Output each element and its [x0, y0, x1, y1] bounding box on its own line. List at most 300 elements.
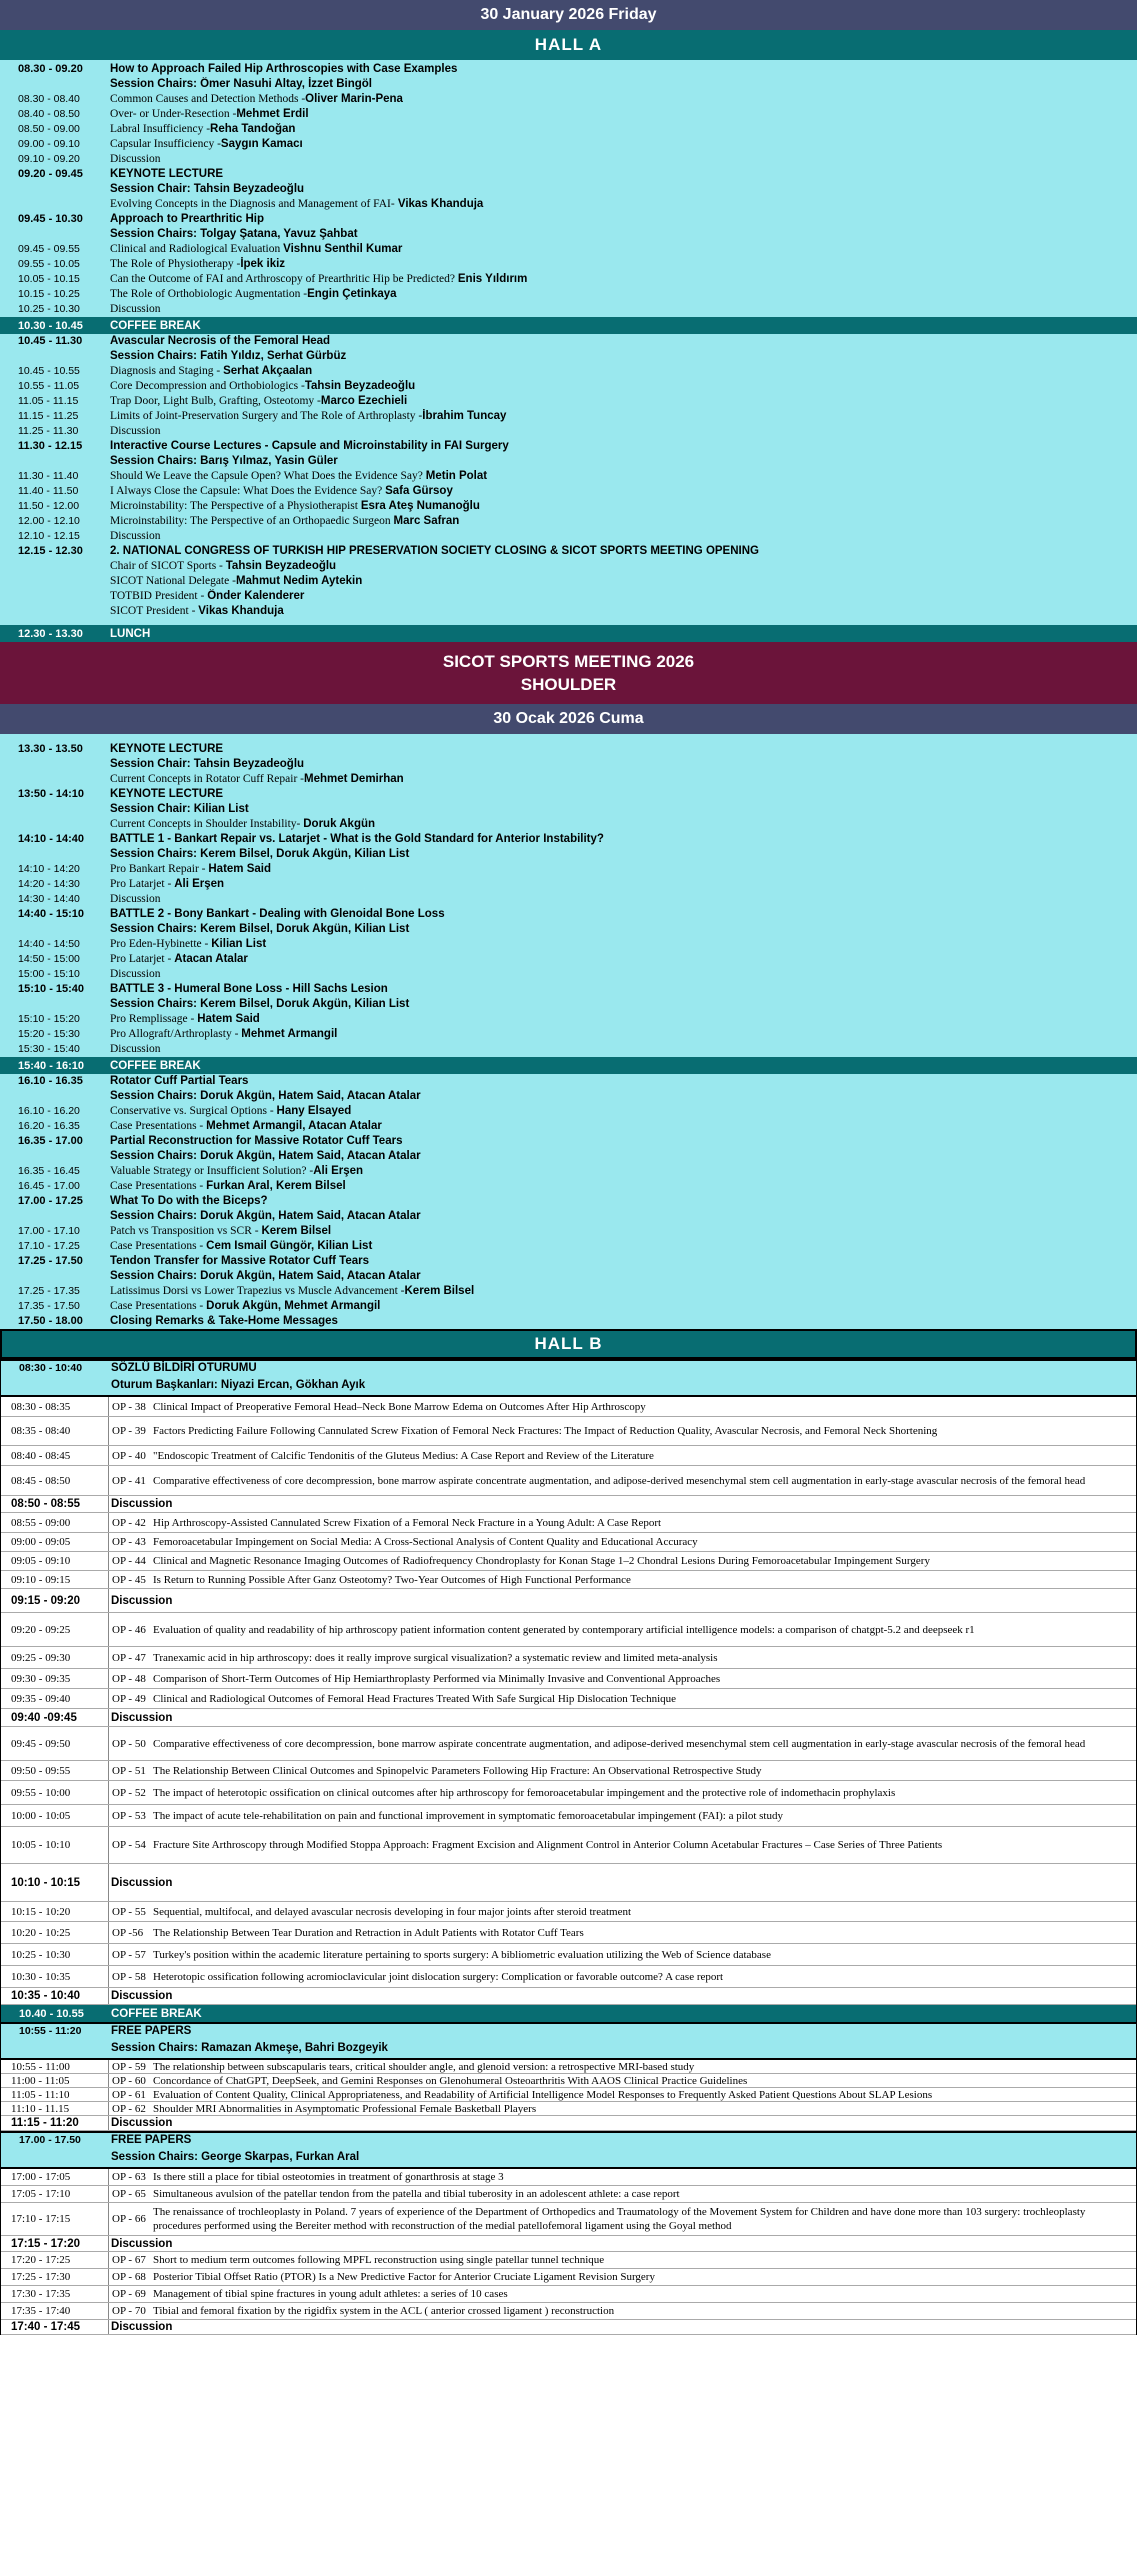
- title-cell: Pro Eden-Hybinette - Kilian List: [110, 938, 267, 950]
- break-label: COFFEE BREAK: [111, 2007, 202, 2020]
- time-cell: 16.10 - 16.20: [18, 1105, 80, 1117]
- title-cell: Pro Latarjet - Atacan Atalar: [110, 953, 248, 965]
- title-cell: Latissimus Dorsi vs Lower Trapezius vs Muscle Advancement -Kerem Bilsel: [110, 1285, 475, 1297]
- talk-row: [0, 272, 1137, 287]
- speaker-name: Marc Safran: [393, 515, 460, 527]
- time-cell: 16.20 - 16.35: [18, 1120, 80, 1132]
- break-time: 10.30 - 10.45: [18, 319, 83, 332]
- time-cell: 15:30 - 15:40: [18, 1043, 80, 1055]
- title-cell: KEYNOTE LECTURE: [110, 788, 224, 800]
- title-cell: Diagnosis and Staging - Serhat Akçaalan: [110, 365, 313, 377]
- time-cell: 08.40 - 08.50: [18, 108, 80, 120]
- talk-row: [0, 1179, 1137, 1194]
- paper-code: OP - 63: [112, 2171, 146, 2183]
- speaker-name: Kilian List: [211, 938, 267, 950]
- time-cell: 17.35 - 17.50: [18, 1300, 80, 1312]
- paper-title: The impact of heterotopic ossification on clinical outcomes after hip arthroscopy for femoroacetabular impingement and the protective role of indomethacin prophylaxis: [153, 1786, 896, 1799]
- discussion-row: [1, 1864, 1136, 1902]
- speaker-name: Engin Çetinkaya: [307, 288, 397, 300]
- title-cell: Labral Insufficiency -Reha Tandoğan: [110, 123, 296, 135]
- time-cell: 17.00 - 17.25: [18, 1195, 83, 1207]
- paper-time: 09:15 - 09:20: [1, 1589, 109, 1612]
- talk-row: [0, 967, 1137, 982]
- speaker-name: İbrahim Tuncay: [422, 410, 507, 422]
- session-title-row: [1, 1361, 1136, 1378]
- title-cell: Pro Bankart Repair - Hatem Said: [110, 863, 272, 875]
- title-cell: Session Chairs: Doruk Akgün, Hatem Said, Atacan Atalar: [110, 1270, 421, 1282]
- paper-code: OP - 40: [112, 1449, 146, 1462]
- chair-row: [0, 1269, 1137, 1284]
- paper-time: 09:35 - 09:40: [1, 1689, 109, 1708]
- speaker-name: Doruk Akgün, Mehmet Armangil: [206, 1300, 381, 1312]
- speaker-name: Serhat Akçaalan: [223, 365, 313, 377]
- paper-code: OP - 61: [112, 2088, 146, 2101]
- paper-time: 10:25 - 10:30: [1, 1944, 109, 1965]
- paper-title: Comparative effectiveness of core decompression, bone marrow aspirate concentrate augmentation, and adipose-derived mesenchymal stem cell augmentation in early-stage avascular necrosis of the femoral head: [153, 1737, 1086, 1750]
- time-cell: [0, 757, 110, 772]
- time-cell: 10.45 - 10.55: [18, 365, 80, 377]
- paper-title: Shoulder MRI Abnormalities in Asymptomatic Professional Female Basketball Players: [153, 2102, 537, 2115]
- title-cell: Tendon Transfer for Massive Rotator Cuff Tears: [110, 1255, 370, 1267]
- session-row: [0, 334, 1137, 349]
- talk-row: [0, 499, 1137, 514]
- title-cell: Session Chairs: Kerem Bilsel, Doruk Akgün, Kilian List: [110, 923, 410, 935]
- chair-row: [0, 349, 1137, 364]
- paper-title: Comparison of Short-Term Outcomes of Hip Hemiarthroplasty Performed via Minimally Invasive and Conventional Approaches: [153, 1672, 721, 1685]
- talk-row: [0, 242, 1137, 257]
- talk-row: [0, 1027, 1137, 1042]
- title-cell: SICOT National Delegate -Mahmut Nedim Aytekin: [110, 575, 363, 587]
- talk-row: [0, 1224, 1137, 1239]
- paper-title: Evaluation of Content Quality, Clinical Appropriateness, and Readability of Artificial Intelligence Model Responses to Frequently Asked Patient Questions About SLAP Lesions: [153, 2088, 933, 2101]
- discussion-row: [1, 1496, 1136, 1513]
- paper-title: Management of tibial spine fractures in young adult athletes: a series of 10 cases: [153, 2288, 508, 2300]
- time-cell: 12.15 - 12.30: [18, 545, 83, 557]
- paper-row: [1, 1647, 1136, 1669]
- time-cell: [0, 1149, 110, 1164]
- talk-row: [0, 424, 1137, 439]
- speaker-name: Oliver Marin-Pena: [305, 93, 403, 105]
- title-cell: Microinstability: The Perspective of an Orthopaedic Surgeon Marc Safran: [110, 515, 460, 527]
- time-cell: [0, 349, 110, 364]
- speaker-name: Safa Gürsoy: [385, 485, 453, 497]
- time-cell: [0, 197, 110, 212]
- session-row: [0, 212, 1137, 227]
- session-row: [0, 982, 1137, 997]
- speaker-name: Marco Ezechieli: [320, 395, 408, 407]
- title-cell: Common Causes and Detection Methods -Oliver Marin-Pena: [110, 93, 403, 105]
- time-cell: 12.00 - 12.10: [18, 515, 80, 527]
- paper-title: "Endoscopic Treatment of Calcific Tendonitis of the Gluteus Medius: A Case Report and Review of the Literature: [153, 1449, 654, 1462]
- paper-time: 10:35 - 10:40: [1, 1988, 109, 2004]
- talk-row: [0, 107, 1137, 122]
- time-cell: 10.55 - 11.05: [18, 380, 80, 392]
- paper-time: 09:50 - 09:55: [1, 1761, 109, 1780]
- time-cell: [0, 77, 110, 92]
- time-cell: 10.15 - 10.25: [18, 288, 80, 300]
- break-time: 10.40 - 10.55: [19, 2007, 84, 2020]
- talk-row: [0, 137, 1137, 152]
- paper-time: 10:55 - 11:00: [1, 2060, 109, 2073]
- paper-code: OP - 48: [112, 1672, 146, 1685]
- time-cell: 11.25 - 11.30: [18, 425, 79, 437]
- speaker-name: Doruk Akgün: [303, 818, 376, 830]
- paper-row: [1, 1944, 1136, 1966]
- title-cell: Session Chairs: Kerem Bilsel, Doruk Akgün, Kilian List: [110, 998, 410, 1010]
- paper-title: Posterior Tibial Offset Ratio (PTOR) Is a New Predictive Factor for Anterior Cruciate Ligament Revision Surgery: [153, 2271, 655, 2283]
- time-cell: 14:50 - 15:00: [18, 953, 80, 965]
- paper-title: Tranexamic acid in hip arthroscopy: does it really improve surgical visualization? a systematic review and limited meta-analysis: [153, 1651, 718, 1664]
- talk-row: [0, 1299, 1137, 1314]
- paper-code: OP - 42: [112, 1516, 146, 1529]
- time-cell: 14:10 - 14:40: [18, 833, 85, 845]
- title-cell: Session Chairs: Doruk Akgün, Hatem Said, Atacan Atalar: [110, 1210, 421, 1222]
- time-cell: [0, 997, 110, 1012]
- title-cell: Capsular Insufficiency -Saygın Kamacı: [110, 138, 303, 150]
- speaker-name: Reha Tandoğan: [210, 123, 296, 135]
- discussion-row: [1, 2320, 1136, 2335]
- title-cell: BATTLE 3 - Humeral Bone Loss - Hill Sachs Lesion: [110, 983, 388, 995]
- talk-row: [0, 862, 1137, 877]
- speaker-name: Kerem Bilsel: [261, 1225, 332, 1237]
- time-cell: 13.30 - 13.50: [18, 743, 83, 755]
- paper-row: [1, 2060, 1136, 2074]
- time-cell: [0, 817, 110, 832]
- time-cell: 16.35 - 16.45: [18, 1165, 80, 1177]
- paper-code: OP - 59: [112, 2060, 146, 2073]
- paper-title: Hip Arthroscopy-Assisted Cannulated Screw Fixation of a Femoral Neck Fracture in a Young Adult: A Case Report: [153, 1516, 662, 1529]
- paper-time: 17:00 - 17:05: [1, 2169, 109, 2185]
- speaker-name: Cem Ismail Güngör, Kilian List: [206, 1240, 373, 1252]
- paper-title: Heterotopic ossification following acromioclavicular joint dislocation surgery: Complication or favorable outcome? A case report: [153, 1970, 724, 1983]
- paper-code: OP - 50: [112, 1737, 146, 1750]
- paper-row: [1, 1397, 1136, 1417]
- session-title: FREE PAPERS: [111, 2134, 192, 2146]
- time-cell: 08.50 - 09.00: [18, 123, 80, 135]
- paper-code: OP -56: [112, 1926, 144, 1939]
- paper-code: OP - 47: [112, 1651, 146, 1664]
- session-row: [0, 832, 1137, 847]
- session-row: [0, 907, 1137, 922]
- time-cell: 15:10 - 15:20: [18, 1013, 80, 1025]
- paper-row: [1, 1533, 1136, 1552]
- title-cell: Core Decompression and Orthobiologics -Tahsin Beyzadeoğlu: [110, 380, 416, 392]
- paper-title: The relationship between subscapularis tears, critical shoulder angle, and glenoid version: a retrospective MRI-based study: [153, 2060, 695, 2073]
- paper-code: OP - 66: [112, 2213, 146, 2225]
- speaker-name: Metin Polat: [425, 470, 488, 482]
- paper-title: Tibial and femoral fixation by the rigidfix system in the ACL ( anterior crossed ligament ) reconstruction: [153, 2305, 615, 2317]
- talk-row: [0, 257, 1137, 272]
- title-cell: Discussion: [110, 893, 161, 905]
- paper-time: 17:25 - 17:30: [1, 2269, 109, 2285]
- speaker-name: Tahsin Beyzadeoğlu: [304, 380, 416, 392]
- paper-time: 11:15 - 11:20: [1, 2116, 109, 2130]
- talk-row: [0, 1104, 1137, 1119]
- talk-row: [0, 364, 1137, 379]
- break-time: 15:40 - 16:10: [18, 1059, 85, 1072]
- time-cell: 11.40 - 11.50: [18, 485, 79, 497]
- paper-row: [1, 2169, 1136, 2186]
- paper-time: 17:30 - 17:35: [1, 2286, 109, 2302]
- time-cell: 14:10 - 14:20: [18, 863, 80, 875]
- paper-row: [1, 2186, 1136, 2203]
- title-cell: SICOT President - Vikas Khanduja: [110, 605, 284, 617]
- time-cell: [0, 922, 110, 937]
- title-cell: The Role of Physiotherapy -İpek ikiz: [110, 258, 286, 270]
- talk-row: [0, 604, 1137, 619]
- break-label: COFFEE BREAK: [110, 1059, 201, 1072]
- paper-time: 10:20 - 10:25: [1, 1922, 109, 1943]
- title-cell: Discussion: [110, 968, 161, 980]
- paper-code: OP - 44: [112, 1555, 146, 1567]
- title-cell: Case Presentations - Cem Ismail Güngör, Kilian List: [110, 1240, 373, 1252]
- time-cell: 17.50 - 18.00: [18, 1315, 83, 1327]
- paper-row: [1, 1727, 1136, 1761]
- discussion-label: Discussion: [111, 2117, 173, 2129]
- paper-time: 09:20 - 09:25: [1, 1613, 109, 1646]
- title-cell: Pro Remplissage - Hatem Said: [110, 1013, 260, 1025]
- time-cell: 08.30 - 08.40: [18, 93, 80, 105]
- discussion-label: Discussion: [111, 2237, 173, 2250]
- time-cell: [0, 574, 110, 589]
- speaker-name: Esra Ateş Numanoğlu: [360, 500, 480, 512]
- title-cell: Case Presentations - Mehmet Armangil, Atacan Atalar: [110, 1120, 382, 1132]
- speaker-name: Mehmet Armangil, Atacan Atalar: [206, 1120, 382, 1132]
- paper-row: [1, 1513, 1136, 1533]
- speaker-name: Mahmut Nedim Aytekin: [235, 575, 363, 587]
- chair-row: [0, 227, 1137, 242]
- sicot-title: SICOT SPORTS MEETING 2026: [442, 652, 695, 671]
- paper-code: OP - 52: [112, 1786, 146, 1799]
- chair-row: [0, 1089, 1137, 1104]
- session-title-row: [1, 2024, 1136, 2041]
- talk-row: [0, 394, 1137, 409]
- time-cell: 11.05 - 11.15: [18, 395, 79, 407]
- speaker-name: Mehmet Demirhan: [303, 773, 404, 785]
- time-cell: 12.10 - 12.15: [18, 530, 80, 542]
- time-cell: 10.25 - 10.30: [18, 303, 80, 315]
- time-cell: 11.30 - 12.15: [18, 440, 83, 452]
- speaker-name: Mehmet Armangil: [241, 1028, 338, 1040]
- time-cell: [0, 1209, 110, 1224]
- day1-header: 30 January 2026 Friday: [0, 0, 1137, 30]
- speaker-name: Kerem Bilsel: [404, 1285, 475, 1297]
- paper-time: 09:30 - 09:35: [1, 1669, 109, 1688]
- title-cell: Microinstability: The Perspective of a Physiotherapist Esra Ateş Numanoğlu: [110, 500, 480, 512]
- chair-row: [0, 757, 1137, 772]
- paper-time: 11:05 - 11:10: [1, 2088, 109, 2101]
- paper-code: OP - 53: [112, 1809, 146, 1822]
- hall-b-program: [0, 1359, 1137, 2335]
- title-cell: Session Chairs: Kerem Bilsel, Doruk Akgün, Kilian List: [110, 848, 410, 860]
- talk-row: [0, 379, 1137, 394]
- title-cell: Clinical and Radiological Evaluation Vishnu Senthil Kumar: [110, 243, 403, 255]
- paper-time: 08:30 - 08:35: [1, 1397, 109, 1416]
- chair-row: [0, 802, 1137, 817]
- discussion-row: [1, 2236, 1136, 2252]
- paper-row: [1, 2252, 1136, 2269]
- paper-time: 17:20 - 17:25: [1, 2252, 109, 2268]
- title-cell: Interactive Course Lectures - Capsule and Microinstability in FAI Surgery: [110, 440, 509, 452]
- session-time: 08:30 - 10:40: [19, 1362, 83, 1374]
- time-cell: 09.55 - 10.05: [18, 258, 80, 270]
- session-row: [0, 439, 1137, 454]
- session-time: 17.00 - 17.50: [19, 2134, 81, 2146]
- talk-row: [0, 514, 1137, 529]
- session-time-empty: [1, 2041, 111, 2058]
- title-cell: Case Presentations - Furkan Aral, Kerem Bilsel: [110, 1180, 346, 1192]
- paper-row: [1, 2286, 1136, 2303]
- paper-time: 11:00 - 11:05: [1, 2074, 109, 2087]
- time-cell: 14:30 - 14:40: [18, 893, 80, 905]
- paper-title: The impact of acute tele-rehabilitation on pain and functional improvement in symptomatic femoroacetabular impingement (FAI): a pilot study: [153, 1809, 783, 1822]
- title-cell: 2. NATIONAL CONGRESS OF TURKISH HIP PRESERVATION SOCIETY CLOSING & SICOT SPORTS MEETING OPENING: [110, 545, 759, 557]
- discussion-row: [1, 1988, 1136, 2005]
- paper-time: 17:35 - 17:40: [1, 2303, 109, 2319]
- chair-row: [0, 847, 1137, 862]
- paper-title: Is there still a place for tibial osteotomies in treatment of gonarthrosis at stage 3: [153, 2171, 504, 2183]
- talk-row: [0, 484, 1137, 499]
- session-time: 10:55 - 11:20: [19, 2025, 82, 2037]
- talk-row: [0, 197, 1137, 212]
- time-cell: 09.20 - 09.45: [18, 168, 83, 180]
- shoulder-program: [0, 734, 1137, 1329]
- paper-title: Clinical and Radiological Outcomes of Femoral Head Fractures Treated With Safe Surgical Hip Dislocation Technique: [153, 1692, 677, 1705]
- time-cell: [0, 454, 110, 469]
- session-chairs-row: [1, 2041, 1136, 2058]
- talk-row: [0, 559, 1137, 574]
- time-cell: 17.10 - 17.25: [18, 1240, 80, 1252]
- paper-title: Evaluation of quality and readability of hip arthroscopy patient information content generated by contemporary artificial intelligence models: a comparison of chatgpt-5.2 and deepseek r1: [153, 1623, 975, 1636]
- paper-time: 10:10 - 10:15: [1, 1864, 109, 1901]
- paper-time: 10:05 - 10:10: [1, 1827, 109, 1863]
- title-cell: Rotator Cuff Partial Tears: [110, 1075, 249, 1087]
- speaker-name: Önder Kalenderer: [207, 590, 305, 602]
- time-cell: [0, 772, 110, 787]
- chair-row: [0, 182, 1137, 197]
- chair-row: [0, 454, 1137, 469]
- speaker-name: Tahsin Beyzadeoğlu: [225, 560, 337, 572]
- speaker-name: Vikas Khanduja: [198, 605, 284, 617]
- time-cell: [0, 1089, 110, 1104]
- time-cell: 16.35 - 17.00: [18, 1135, 83, 1147]
- title-cell: BATTLE 1 - Bankart Repair vs. Latarjet - What is the Gold Standard for Anterior Instability?: [110, 833, 604, 845]
- paper-time: 17:10 - 17:15: [1, 2203, 109, 2235]
- chair-row: [0, 77, 1137, 92]
- paper-time: 11:10 - 11.15: [1, 2102, 109, 2115]
- paper-row: [1, 1552, 1136, 1571]
- title-cell: Session Chair: Tahsin Beyzadeoğlu: [110, 183, 305, 195]
- time-cell: 11.50 - 12.00: [18, 500, 80, 512]
- session-row: [0, 167, 1137, 182]
- hall-a-header: HALL A: [0, 30, 1137, 60]
- session-chairs: Session Chairs: George Skarpas, Furkan Aral: [111, 2151, 360, 2163]
- time-cell: 09.00 - 09.10: [18, 138, 80, 150]
- session-chairs-row: [1, 1378, 1136, 1395]
- sicot-subtitle: SHOULDER: [520, 675, 617, 694]
- break-row: [1, 2005, 1136, 2022]
- discussion-label: Discussion: [111, 2321, 173, 2333]
- time-cell: 14:40 - 15:10: [18, 908, 85, 920]
- title-cell: Valuable Strategy or Insufficient Solution? -Ali Erşen: [110, 1165, 364, 1177]
- talk-row: [0, 122, 1137, 137]
- paper-title: Concordance of ChatGPT, DeepSeek, and Gemini Responses on Glenohumeral Osteoarthritis With AAOS Clinical Practice Guidelines: [153, 2074, 748, 2087]
- time-cell: 17.00 - 17.10: [18, 1225, 80, 1237]
- paper-time: 09:45 - 09:50: [1, 1727, 109, 1760]
- session-row: [0, 1134, 1137, 1149]
- paper-time: 17:40 - 17:45: [1, 2320, 109, 2334]
- talk-row: [0, 1239, 1137, 1254]
- hall-a-program: [0, 60, 1137, 642]
- time-cell: 16.10 - 16.35: [18, 1075, 83, 1087]
- day2-header: 30 Ocak 2026 Cuma: [0, 704, 1137, 734]
- time-cell: [0, 559, 110, 574]
- session-row: [0, 787, 1137, 802]
- session-time-empty: [1, 1378, 111, 1395]
- paper-title: Is Return to Running Possible After Ganz Osteotomy? Two-Year Outcomes of High Functional Performance: [153, 1573, 631, 1586]
- title-cell: Partial Reconstruction for Massive Rotator Cuff Tears: [110, 1135, 403, 1147]
- break-label: COFFEE BREAK: [110, 319, 201, 332]
- speaker-name: Hatem Said: [208, 863, 272, 875]
- title-cell: BATTLE 2 - Bony Bankart - Dealing with Glenoidal Bone Loss: [110, 908, 445, 920]
- paper-title: Comparative effectiveness of core decompression, bone marrow aspirate concentrate augmentation, and adipose-derived mesenchymal stem cell augmentation in early-stage avascular necrosis of the femoral head: [153, 1474, 1086, 1487]
- talk-row: [0, 817, 1137, 832]
- title-cell: How to Approach Failed Hip Arthroscopies with Case Examples: [110, 63, 458, 75]
- paper-code: OP - 46: [112, 1623, 146, 1636]
- paper-code: OP - 41: [112, 1474, 146, 1487]
- paper-code: OP - 43: [112, 1536, 146, 1548]
- session-title: FREE PAPERS: [111, 2025, 192, 2037]
- talk-row: [0, 1042, 1137, 1057]
- title-cell: Chair of SICOT Sports - Tahsin Beyzadeoğlu: [110, 560, 337, 572]
- talk-row: [0, 937, 1137, 952]
- paper-code: OP - 65: [112, 2188, 146, 2200]
- time-cell: [0, 847, 110, 862]
- speaker-name: Furkan Aral, Kerem Bilsel: [206, 1180, 346, 1192]
- paper-time: 10:15 - 10:20: [1, 1902, 109, 1921]
- title-cell: Current Concepts in Rotator Cuff Repair -Mehmet Demirhan: [110, 773, 404, 785]
- talk-row: [0, 892, 1137, 907]
- title-cell: Session Chairs: Fatih Yıldız, Serhat Gürbüz: [110, 350, 347, 362]
- paper-code: OP - 62: [112, 2102, 146, 2115]
- session-chairs: Oturum Başkanları: Niyazi Ercan, Gökhan Ayık: [111, 1379, 366, 1391]
- paper-title: The Relationship Between Clinical Outcomes and Spinopelvic Parameters Following Hip Fracture: An Observational Retrospective Study: [153, 1764, 762, 1777]
- paper-time: 10:00 - 10:05: [1, 1805, 109, 1826]
- paper-time: 09:40 -09:45: [1, 1709, 109, 1726]
- session-time-empty: [1, 2150, 111, 2167]
- paper-time: 09:10 - 09:15: [1, 1571, 109, 1588]
- paper-code: OP - 39: [112, 1425, 146, 1437]
- talk-row: [0, 152, 1137, 167]
- title-cell: Pro Latarjet - Ali Erşen: [110, 878, 225, 890]
- time-cell: 15:00 - 15:10: [18, 968, 80, 980]
- speaker-name: Ali Erşen: [174, 878, 225, 890]
- session-title: SÖZLÜ BİLDİRİ OTURUMU: [111, 1362, 257, 1374]
- paper-title: Femoroacetabular Impingement on Social Media: A Cross-Sectional Analysis of Content Quality and Educational Accuracy: [153, 1536, 698, 1548]
- title-cell: Conservative vs. Surgical Options - Hany Elsayed: [110, 1105, 352, 1117]
- talk-row: [0, 877, 1137, 892]
- title-cell: Session Chair: Kilian List: [110, 803, 249, 815]
- talk-row: [0, 409, 1137, 424]
- talk-row: [0, 952, 1137, 967]
- time-cell: 09.10 - 09.20: [18, 153, 80, 165]
- sicot-banner: [0, 642, 1137, 704]
- paper-code: OP - 60: [112, 2074, 146, 2087]
- chair-row: [0, 997, 1137, 1012]
- title-cell: Discussion: [110, 425, 161, 437]
- session-row: [0, 1074, 1137, 1089]
- paper-time: 09:55 - 10:00: [1, 1781, 109, 1804]
